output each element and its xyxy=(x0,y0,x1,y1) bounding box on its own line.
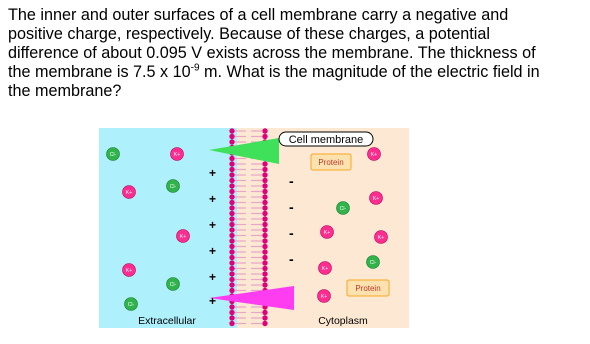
question-line-3: difference of about 0.095 V exists across the membrane. The thickness of xyxy=(8,44,536,62)
minus-sign: - xyxy=(289,251,294,267)
lipid-head xyxy=(229,310,234,315)
lipid-head xyxy=(229,271,234,276)
lipid-head xyxy=(262,249,267,254)
potassium-ion-label: K+ xyxy=(173,152,181,158)
plus-sign: + xyxy=(209,192,217,206)
lipid-head xyxy=(262,211,267,216)
lipid-head xyxy=(262,161,267,166)
lipid-head xyxy=(229,172,234,177)
lipid-head xyxy=(262,310,267,315)
lipid-head xyxy=(229,216,234,221)
lipid-head xyxy=(229,205,234,210)
question-text xyxy=(8,6,586,101)
lipid-head xyxy=(262,216,267,221)
lipid-head xyxy=(262,282,267,287)
question-line-4 xyxy=(8,63,586,82)
lipid-head xyxy=(229,183,234,188)
lipid-head xyxy=(262,183,267,188)
cytoplasm-label: Cytoplasm xyxy=(318,315,368,327)
lipid-head xyxy=(229,139,234,144)
lipid-head xyxy=(229,249,234,254)
chloride-ion-label: Cl- xyxy=(169,282,177,288)
lipid-head xyxy=(262,189,267,194)
lipid-head xyxy=(262,315,267,320)
lipid-head xyxy=(229,238,234,243)
question-line-4-end: m. What is the magnitude of the electric field in xyxy=(199,63,540,81)
lipid-head xyxy=(229,128,234,133)
minus-sign: - xyxy=(289,173,294,189)
lipid-head xyxy=(262,321,267,326)
question-line-1: The inner and outer surfaces of a cell membrane carry a negative and xyxy=(8,6,509,24)
potassium-ion-label: K+ xyxy=(320,294,328,300)
lipid-head xyxy=(229,304,234,309)
lipid-head xyxy=(229,161,234,166)
lipid-head xyxy=(229,189,234,194)
lipid-head xyxy=(262,238,267,243)
minus-sign: - xyxy=(289,225,294,241)
lipid-head xyxy=(229,227,234,232)
chloride-ion-label: Cl- xyxy=(369,260,377,266)
plus-sign: + xyxy=(209,244,217,258)
chloride-ion-label: Cl- xyxy=(109,152,117,158)
chloride-ion-label: Cl- xyxy=(127,302,135,308)
plus-sign: + xyxy=(209,218,217,232)
lipid-head xyxy=(229,277,234,282)
chloride-ion-label: Cl- xyxy=(169,184,177,190)
potassium-ion-label: K+ xyxy=(323,230,331,236)
lipid-head xyxy=(229,167,234,172)
lipid-head xyxy=(262,134,267,139)
lipid-head xyxy=(229,260,234,265)
lipid-head xyxy=(262,200,267,205)
lipid-head xyxy=(262,128,267,133)
plus-sign: + xyxy=(209,166,217,180)
lipid-head xyxy=(262,178,267,183)
membrane-diagram xyxy=(99,128,409,328)
lipid-head xyxy=(229,266,234,271)
potassium-ion-label: K+ xyxy=(125,268,133,274)
lipid-head xyxy=(262,266,267,271)
lipid-head xyxy=(262,255,267,260)
extracellular-label: Extracellular xyxy=(138,315,196,327)
protein-label-bottom: Protein xyxy=(355,284,381,293)
protein-label-top: Protein xyxy=(318,158,344,167)
lipid-head xyxy=(229,178,234,183)
potassium-ion-label: K+ xyxy=(370,152,378,158)
lipid-head xyxy=(229,194,234,199)
membrane-figure xyxy=(99,128,409,328)
lipid-head xyxy=(262,222,267,227)
lipid-head xyxy=(229,288,234,293)
lipid-head xyxy=(229,282,234,287)
lipid-head xyxy=(229,200,234,205)
lipid-head xyxy=(262,244,267,249)
lipid-head xyxy=(262,205,267,210)
lipid-head xyxy=(262,233,267,238)
exponent: -9 xyxy=(190,62,200,74)
lipid-head xyxy=(262,271,267,276)
lipid-head xyxy=(262,194,267,199)
plus-sign: + xyxy=(209,294,217,308)
lipid-head xyxy=(229,244,234,249)
potassium-ion-label: K+ xyxy=(179,234,187,240)
potassium-ion-label: K+ xyxy=(321,266,329,272)
lipid-head xyxy=(229,315,234,320)
lipid-head xyxy=(262,167,267,172)
cell-membrane-label: Cell membrane xyxy=(288,134,364,146)
question-line-5: the membrane? xyxy=(8,82,122,100)
lipid-head xyxy=(229,156,234,161)
lipid-head xyxy=(262,227,267,232)
plus-sign: + xyxy=(209,270,217,284)
lipid-head xyxy=(229,255,234,260)
question-line-2: positive charge, respectively. Because of these charges, a potential xyxy=(8,25,491,43)
potassium-ion-label: K+ xyxy=(125,190,133,196)
potassium-ion-label: K+ xyxy=(377,235,385,241)
lipid-head xyxy=(262,260,267,265)
lipid-head xyxy=(229,134,234,139)
lipid-head xyxy=(229,211,234,216)
lipid-head xyxy=(262,172,267,177)
minus-sign: - xyxy=(289,199,294,215)
potassium-ion-label: K+ xyxy=(372,196,380,202)
question-line-4-start: the membrane is 7.5 x 10 xyxy=(8,63,191,81)
lipid-head xyxy=(229,222,234,227)
lipid-head xyxy=(229,233,234,238)
chloride-ion-label: Cl- xyxy=(339,206,347,212)
lipid-head xyxy=(229,321,234,326)
lipid-head xyxy=(262,277,267,282)
